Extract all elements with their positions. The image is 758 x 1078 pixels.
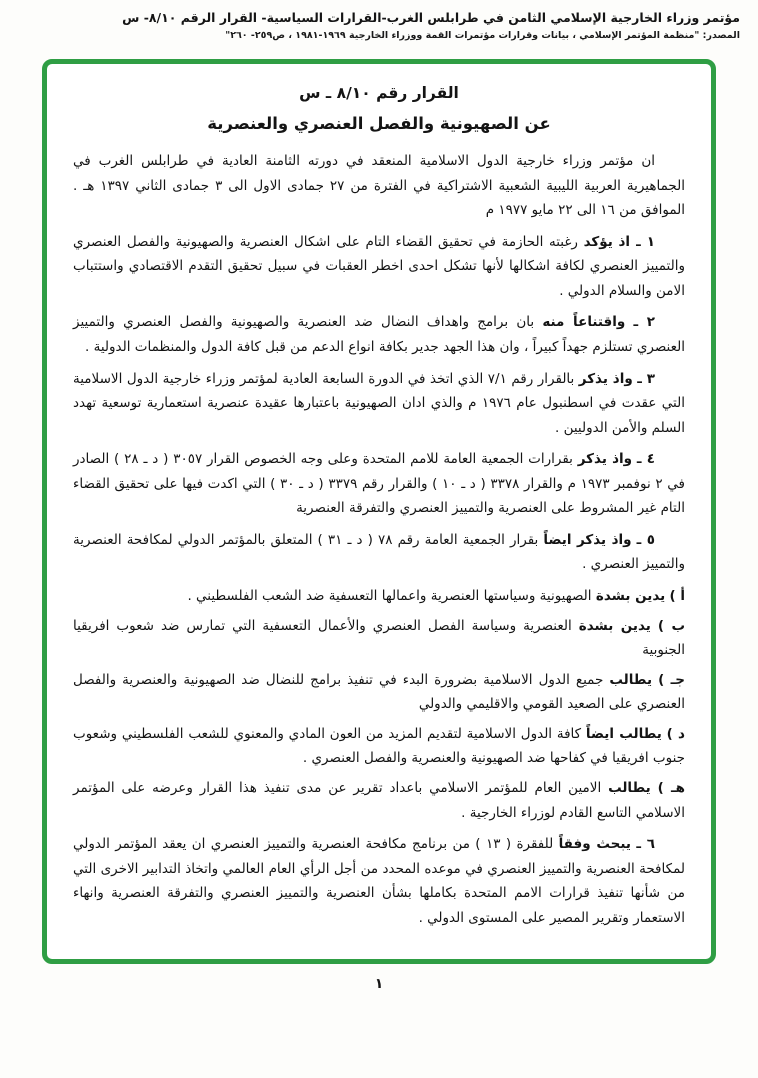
- paragraph-5: [73, 528, 685, 577]
- subparagraph-d: [73, 722, 685, 771]
- paragraph-lead: يؤكد: [583, 233, 613, 250]
- paragraph-number: ٣ ـ: [637, 370, 656, 387]
- paragraph-lead: يدين بشدة: [578, 617, 651, 634]
- paragraph-lead: واذ يذكر: [577, 451, 633, 468]
- paragraph-text: جميع الدول الاسلامية بضرورة البدء في تنفيذ برامج للنضال ضد الصهيونية والعنصرية والفصل العنصري على الصعيد القومي والاقليمي والدولي: [73, 671, 685, 713]
- paragraph-lead: يطالب: [608, 779, 651, 796]
- header-title-line: مؤتمر وزراء الخارجية الإسلامي الثامن في طرابلس الغرب-القرارات السياسية- القرار الرقم ٨/١٠- س: [122, 10, 740, 25]
- subparagraph-a: [73, 584, 685, 609]
- subparagraph-h: [73, 776, 685, 825]
- paragraph-number: أ ): [669, 588, 685, 604]
- paragraph-lead: واقتناعاً منه: [542, 314, 626, 331]
- paragraph-number: ٦ ـ: [636, 836, 655, 853]
- paragraph-6: [73, 832, 685, 930]
- paragraph-4: [73, 447, 685, 521]
- paragraph-1: [73, 230, 685, 304]
- paragraph-text: بقرار الجمعية العامة رقم ٧٨ ( د ـ ٣١ ) المتعلق بالمؤتمر الدولي لمكافحة العنصرية والتمييز العنصري .: [73, 531, 685, 573]
- paragraph-number: د ): [666, 725, 685, 742]
- paragraph-number: هـ ): [657, 779, 685, 796]
- paragraph-lead: يدين بشدة: [595, 588, 666, 604]
- paragraph-lead: واذ يذكر: [578, 370, 633, 387]
- paragraph-text: بالقرار رقم ٧/١ الذي اتخذ في الدورة السابعة العادية لمؤتمر وزراء خارجية الدول الاسلامية التي عقدت في اسطنبول عام ١٩٧٦ م والذي ادان الصهيونية باعتبارها عقيدة عنصرية استعمارية توسعية تهدد السلم والأمن الدوليين .: [73, 370, 685, 436]
- subparagraph-j: [73, 668, 685, 717]
- paragraph-text: ان مؤتمر وزراء خارجية الدول الاسلامية المنعقد في دورته الثامنة العادية في طرابلس الغرب في الجماهيرية العربية الليبية الشعبية الاشتراكية في الفترة من ٢٧ جمادى الاول الى ٣ جمادى الثاني ١٣٩٧ هـ . الموافق من ١٦ الى ٢٢ مايو ١٩٧٧ م: [73, 153, 685, 219]
- paragraph-text: الامين العام للمؤتمر الاسلامي باعداد تقرير عن مدى تنفيذ هذا القرار وعرضه على المؤتمر الاسلامي التاسع القادم لوزراء الخارجية .: [73, 779, 685, 821]
- page-number: ١: [374, 976, 384, 992]
- paragraph-text: العنصرية وسياسة الفصل العنصري والأعمال التعسفية التي تمارس ضد شعوب افريقيا الجنوبية: [73, 617, 685, 659]
- document-frame: [42, 59, 716, 964]
- paragraph-text: الصهيونية وسياستها العنصرية واعمالها التعسفية ضد الشعب الفلسطيني .: [187, 588, 592, 604]
- paragraph-intro: [73, 149, 685, 223]
- paragraph-lead: يطالب ايضاً: [585, 725, 662, 742]
- paragraph-text: بقرارات الجمعية العامة للامم المتحدة وعلى وجه الخصوص القرار ٣٠٥٧ ( د ـ ٢٨ ) الصادر في ٢ نوفمبر ١٩٧٣ م والقرار ٣٣٧٨ ( د ـ ١٠ ) والقرار رقم ٣٣٧٩ ( د ـ ٣٠ ) التي اكدت فيها على تحقيق القضاء التام غير المشروط على العنصرية والتمييز العنصري والتفرقة العنصرية: [73, 451, 685, 517]
- resolution-title: القرار رقم ٨/١٠ ـ س: [299, 84, 459, 102]
- subparagraph-b: [73, 614, 685, 663]
- paragraph-number: ٤ ـ: [636, 451, 655, 468]
- paragraph-3: [73, 367, 685, 441]
- page-header: [0, 0, 758, 45]
- paragraph-number: ٢ ـ: [633, 314, 655, 331]
- paragraph-lead: يطالب: [609, 671, 653, 688]
- resolution-subtitle: عن الصهيونية والفصل العنصري والعنصرية: [207, 114, 551, 133]
- paragraph-number: ٥ ـ: [636, 531, 656, 548]
- paragraph-text: للفقرة ( ١٣ ) من برنامج مكافحة العنصرية والتمييز العنصري ان يعقد المؤتمر الدولي لمكافحة العنصرية والتمييز العنصري في موعده المحدد من أجل الرأي العام العالمي واتخاذ التدابير الاخرى التي من شأنها تنفيذ قرارات الامم المتحدة بكاملها بشأن العنصرية والتمييز العنصري والتفرقة العنصرية وانهاء الاستعمار وتقرير المصير على المستوى الدولي .: [73, 836, 685, 926]
- paragraph-lead: واذ يذكر ايضاً: [543, 531, 632, 548]
- paragraph-number: ١ ـ اذ: [618, 233, 655, 250]
- paragraph-text: رغبته الحازمة في تحقيق القضاء التام على اشكال العنصرية والصهيونية والفصل العنصري والتمييز العنصري لكافة اشكالها لأنها تشكل احدى اخطر العقبات في سبيل تحقيق التقدم الاقتصادي واستتباب الامن والسلام الدولي .: [73, 233, 685, 299]
- paragraph-2: [73, 310, 685, 359]
- paragraph-lead: يبحث وفقاً: [558, 836, 631, 853]
- paragraph-text: كافة الدول الاسلامية لتقديم المزيد من العون المادي والمعنوي للشعب الفلسطيني وشعوب جنوب افريقيا في كفاحها ضد الصهيونية والعنصرية والفصل العنصري .: [73, 725, 685, 767]
- header-source-line: المصدر: "منظمة المؤتمر الإسلامي ، بيانات وقرارات مؤتمرات القمة ووزراء الخارجية ١٩٦٩-١٩٨١ ، ص٢٥٩- ٢٦٠": [225, 30, 740, 41]
- paragraph-number: جـ ): [658, 671, 686, 688]
- paragraph-number: ب ): [657, 617, 686, 634]
- paragraph-text: بان برامج واهداف النضال ضد العنصرية والصهيونية والفصل العنصري والتمييز العنصري تستلزم جهداً كبيراً ، وان هذا الجهد جدير بكافة انواع الدعم من قبل كافة الدول والمنظمات الدولية .: [73, 314, 685, 355]
